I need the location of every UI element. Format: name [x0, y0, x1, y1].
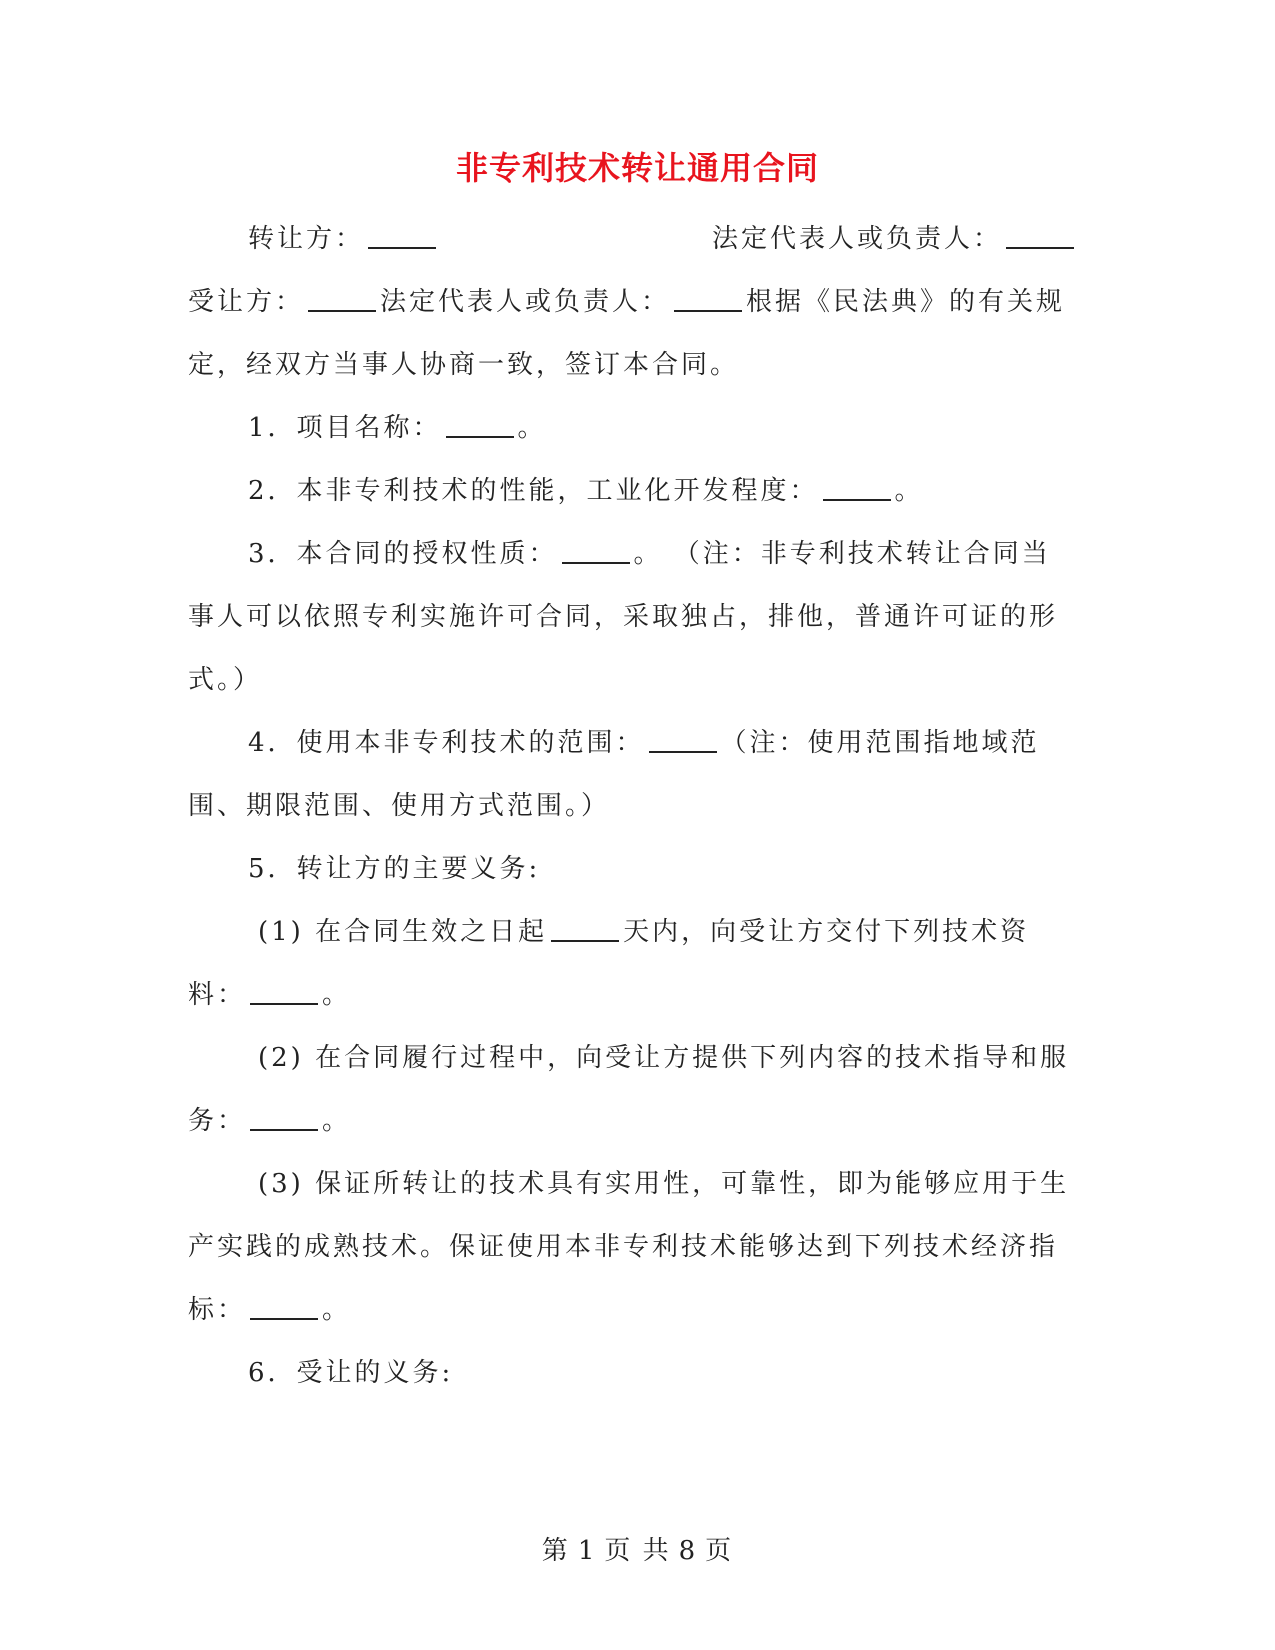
clause-6: 6．受让的义务: [248, 1358, 454, 1388]
clause-1-text: 1．项目名称： [248, 413, 442, 443]
footer-suffix: 页 [705, 1536, 734, 1566]
transferee-paragraph [188, 271, 1078, 397]
footer-page-number: 1 [577, 1536, 597, 1566]
document-title: 非专利技术转让通用合同 [455, 149, 819, 187]
transferee-label: 受让方： [188, 287, 305, 317]
transferee-rep-label: 法定代表人或负责人： [380, 287, 671, 317]
transferor-rep-label: 法定代表人或负责人： [711, 224, 1002, 254]
clause-5-2 [188, 1027, 1078, 1153]
clause-5-3 [188, 1153, 1078, 1342]
footer-total-pages: 8 [678, 1536, 698, 1566]
footer-middle: 页 共 [604, 1536, 671, 1566]
transferee-rep-blank [674, 284, 742, 312]
clause-3-note: 。 （注：非专利技术转让合同当事人可以依照专利实施许可合同，采取独占，排他，普通许可证的形式。） [188, 539, 1059, 695]
clause-4-text: 4．使用本非专利技术的范围： [248, 728, 645, 758]
page-footer [0, 1530, 1275, 1567]
clause-5-3-blank [250, 1292, 318, 1320]
clause-5: 5．转让方的主要义务: [248, 854, 541, 884]
clause-5-1-text-b: 天内，向受让方交付下列技术资料： [188, 917, 1030, 1010]
clause-5-2-blank [250, 1103, 318, 1131]
footer-prefix: 第 [541, 1536, 570, 1566]
clause-2-text: 2．本非专利技术的性能，工业化开发程度： [248, 476, 819, 506]
clause-4-note: （注：使用范围指地域范围、期限范围、使用方式范围。） [188, 728, 1040, 821]
transferor-rep-line [712, 208, 1078, 271]
clause-5-1-days-blank [551, 914, 619, 942]
clause-4-blank [649, 725, 717, 753]
clause-5-3-text: (3) 保证所转让的技术具有实用性，可靠性，即为能够应用于生产实践的成熟技术。保证使用本非专利技术能够达到下列技术经济指标： [188, 1169, 1070, 1325]
transferor-rep-blank [1006, 221, 1074, 249]
party-header-row [188, 208, 1078, 271]
clause-5-2-text: (2) 在合同履行过程中，向受让方提供下列内容的技术指导和服务： [188, 1043, 1070, 1136]
clause-5-2-end: 。 [322, 1106, 352, 1136]
clause-5-1-text: (1) 在合同生效之日起 [258, 917, 548, 947]
clause-5-3-end: 。 [322, 1295, 352, 1325]
clause-3 [188, 523, 1078, 712]
clause-2-end: 。 [894, 476, 924, 506]
clause-5-1-end: 。 [322, 980, 352, 1010]
transferor-blank [368, 221, 436, 249]
clause-3-text: 3．本合同的授权性质： [248, 539, 558, 569]
clause-3-blank [562, 536, 630, 564]
clause-2-blank [823, 473, 891, 501]
clause-5-1 [188, 901, 1078, 1027]
clause-2 [188, 460, 1078, 523]
clause-5-1-materials-blank [250, 977, 318, 1005]
clause-1-end: 。 [517, 413, 547, 443]
preamble-text: 根据《民法典》的有关规定，经双方当事人协商一致，签订本合同。 [188, 287, 1066, 380]
clause-1 [188, 397, 1078, 460]
transferor-line [248, 208, 440, 271]
clause-4 [188, 712, 1078, 838]
document-body [188, 208, 1078, 1405]
transferee-blank [308, 284, 376, 312]
transferor-label: 转让方： [248, 224, 365, 254]
clause-1-blank [446, 410, 514, 438]
